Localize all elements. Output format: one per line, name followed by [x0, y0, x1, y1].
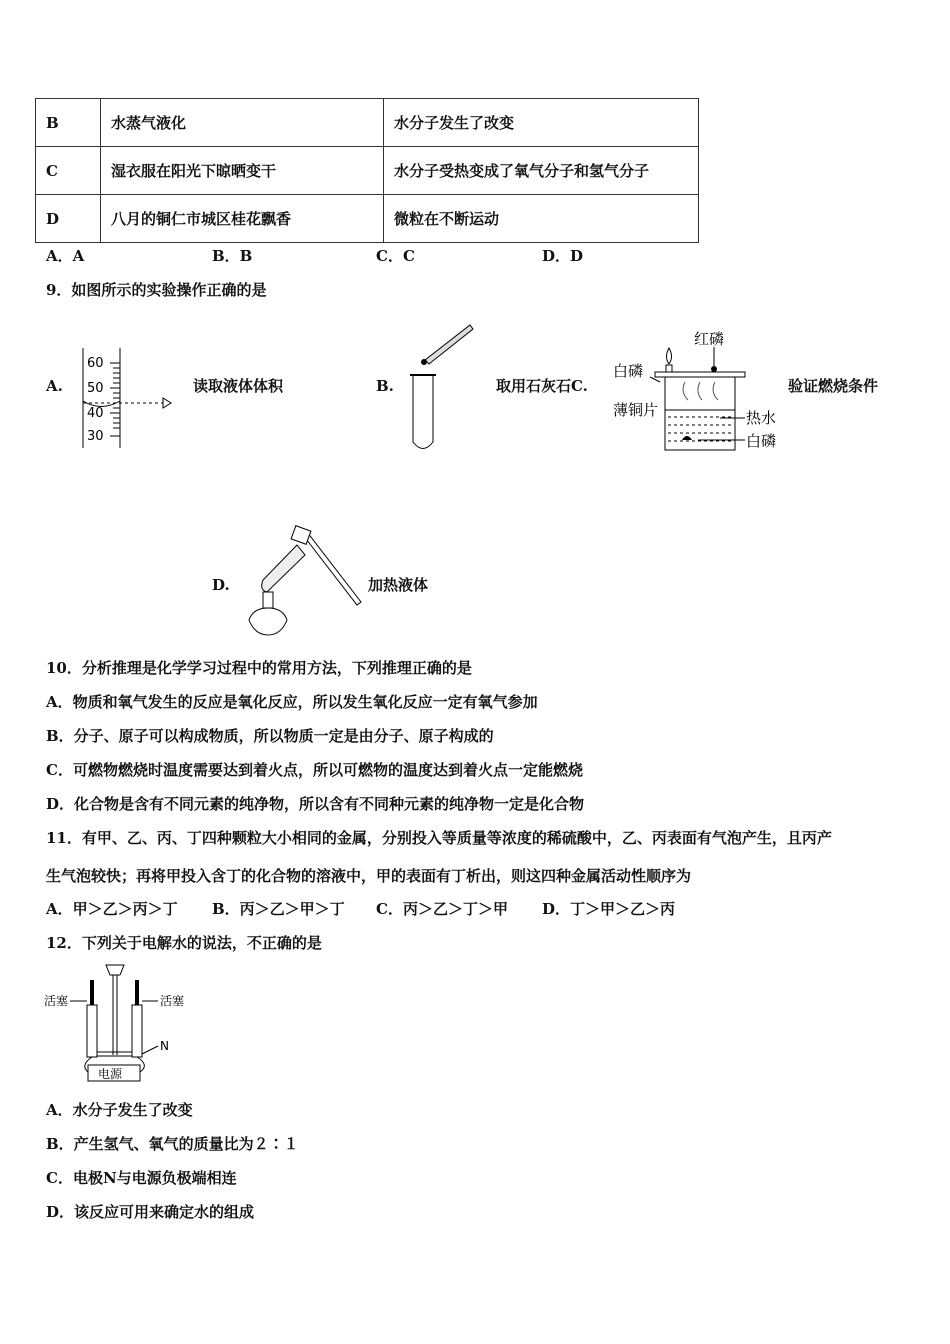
label-power-source: 电源	[98, 1067, 123, 1081]
label-white-phosphorus-bottom: 白磷	[746, 432, 777, 450]
q9-b-label[interactable]: B.	[376, 377, 394, 395]
q8-option-b[interactable]: B．B	[212, 247, 253, 265]
q9-c-text: 验证燃烧条件	[788, 377, 879, 395]
row-phenomenon: 湿衣服在阳光下晾晒变干	[101, 147, 384, 195]
q10-option-c[interactable]: C．可燃物燃烧时温度需要达到着火点，所以可燃物的温度达到着火点一定能燃烧	[46, 761, 583, 779]
row-key: D	[36, 195, 101, 243]
row-key: C	[36, 147, 101, 195]
table-row	[36, 99, 699, 147]
graduated-cylinder-figure	[75, 348, 185, 453]
row-key: B	[36, 99, 101, 147]
q9-a-text: 读取液体体积	[193, 377, 284, 395]
q11-option-d[interactable]: D．丁＞甲＞乙＞丙	[542, 900, 676, 918]
tick-label: 50	[87, 381, 104, 396]
label-red-phosphorus: 红磷	[694, 330, 725, 348]
q11-stem-line2: 生气泡较快；再将甲投入含丁的化合物的溶液中，甲的表面有丁析出，则这四种金属活动性顺序为	[46, 867, 692, 885]
electrolysis-apparatus-figure	[40, 960, 190, 1085]
q12-option-b[interactable]: B．产生氢气、氧气的质量比为２∶１	[46, 1135, 299, 1153]
label-electrode-n: N	[160, 1039, 169, 1053]
row-explanation: 水分子发生了改变	[384, 99, 699, 147]
row-phenomenon: 八月的铜仁市城区桂花飘香	[101, 195, 384, 243]
q8-table	[35, 98, 699, 243]
tick-label: 30	[87, 429, 104, 444]
q10-stem: 10．分析推理是化学学习过程中的常用方法，下列推理正确的是	[46, 659, 472, 677]
heating-liquid-figure	[235, 520, 365, 640]
label-stopcock-left: 活塞	[44, 994, 69, 1008]
label-white-phosphorus-top: 白磷	[613, 362, 644, 380]
label-copper-sheet: 薄铜片	[613, 401, 659, 419]
q8-option-a[interactable]: A．A	[46, 247, 85, 265]
q8-option-c[interactable]: C．C	[376, 247, 415, 265]
q12-option-c[interactable]: C．电极N与电源负极端相连	[46, 1169, 237, 1187]
q9-d-text: 加热液体	[368, 576, 429, 594]
q11-option-b[interactable]: B．丙＞乙＞甲＞丁	[212, 900, 345, 918]
label-stopcock-right: 活塞	[160, 994, 185, 1008]
q8-option-d[interactable]: D．D	[542, 247, 584, 265]
q11-option-c[interactable]: C．丙＞乙＞丁＞甲	[376, 900, 508, 918]
row-explanation: 微粒在不断运动	[384, 195, 699, 243]
q11-stem-line1: 11．有甲、乙、丙、丁四种颗粒大小相同的金属，分别投入等质量等浓度的稀硫酸中，乙、丙表面有气泡产生，且丙产	[46, 829, 832, 847]
row-phenomenon: 水蒸气液化	[101, 99, 384, 147]
q9-a-label[interactable]: A.	[46, 377, 63, 395]
tick-label: 40	[87, 406, 104, 421]
test-tube-tweezers-figure	[405, 320, 485, 455]
combustion-conditions-figure	[610, 322, 785, 457]
tick-label: 60	[87, 356, 104, 371]
q12-stem: 12．下列关于电解水的说法，不正确的是	[46, 934, 322, 952]
table-row	[36, 147, 699, 195]
table-row	[36, 195, 699, 243]
q10-option-a[interactable]: A．物质和氧气发生的反应是氧化反应，所以发生氧化反应一定有氧气参加	[46, 693, 538, 711]
q9-d-label[interactable]: D.	[212, 576, 230, 594]
q9-stem: 9．如图所示的实验操作正确的是	[46, 281, 267, 299]
label-hot-water: 热水	[746, 409, 777, 427]
q12-option-a[interactable]: A．水分子发生了改变	[46, 1101, 193, 1119]
row-explanation: 水分子受热变成了氧气分子和氢气分子	[384, 147, 699, 195]
q10-option-d[interactable]: D．化合物是含有不同元素的纯净物，所以含有不同种元素的纯净物一定是化合物	[46, 795, 585, 813]
q9-b-text: 取用石灰石C.	[496, 377, 588, 395]
q12-option-d[interactable]: D．该反应可用来确定水的组成	[46, 1203, 255, 1221]
q11-option-a[interactable]: A．甲＞乙＞丙＞丁	[46, 900, 178, 918]
q10-option-b[interactable]: B．分子、原子可以构成物质，所以物质一定是由分子、原子构成的	[46, 727, 494, 745]
